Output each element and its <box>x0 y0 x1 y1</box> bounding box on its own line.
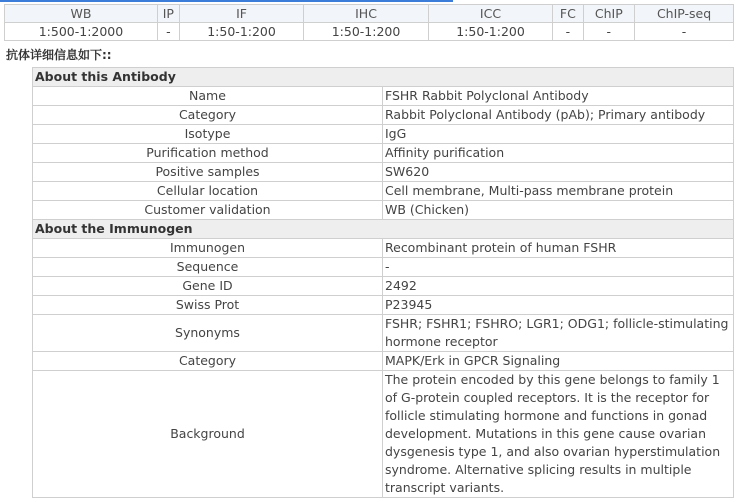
app-value-fc: - <box>553 23 583 41</box>
app-header-wb: WB <box>5 5 158 23</box>
row-key-swiss-prot: Swiss Prot <box>33 296 383 315</box>
row-value-immunogen-category: MAPK/Erk in GPCR Signaling <box>383 352 734 371</box>
row-key-immunogen-category: Category <box>33 352 383 371</box>
row-value-name: FSHR Rabbit Polyclonal Antibody <box>383 87 734 106</box>
row-value-cellular-location: Cell membrane, Multi-pass membrane protein <box>383 182 734 201</box>
app-header-chip-seq: ChIP-seq <box>635 5 734 23</box>
intro-heading: 抗体详细信息如下:: <box>6 48 112 62</box>
table-row <box>33 239 734 258</box>
app-value-ip: - <box>157 23 179 41</box>
row-value-synonyms: FSHR; FSHR1; FSHRO; LGR1; ODG1; follicle-stimulating hormone receptor <box>383 315 734 352</box>
table-row <box>33 277 734 296</box>
row-key-category: Category <box>33 106 383 125</box>
row-key-gene-id: Gene ID <box>33 277 383 296</box>
row-value-category: Rabbit Polyclonal Antibody (pAb); Primary antibody <box>383 106 734 125</box>
table-row <box>33 258 734 277</box>
row-value-sequence: - <box>383 258 734 277</box>
row-key-positive-samples: Positive samples <box>33 163 383 182</box>
antibody-details-table <box>32 67 734 498</box>
table-row <box>33 352 734 371</box>
section-title-antibody: About this Antibody <box>33 68 734 87</box>
row-value-positive-samples: SW620 <box>383 163 734 182</box>
row-value-isotype: IgG <box>383 125 734 144</box>
row-key-name: Name <box>33 87 383 106</box>
section-header-immunogen <box>33 220 734 239</box>
row-key-sequence: Sequence <box>33 258 383 277</box>
row-key-immunogen: Immunogen <box>33 239 383 258</box>
app-header-chip: ChIP <box>583 5 635 23</box>
row-value-gene-id: 2492 <box>383 277 734 296</box>
row-key-customer-validation: Customer validation <box>33 201 383 220</box>
table-row <box>33 296 734 315</box>
app-value-chip-seq: - <box>635 23 734 41</box>
app-header-ihc: IHC <box>304 5 428 23</box>
row-key-background: Background <box>33 371 383 498</box>
row-value-background: The protein encoded by this gene belongs to family 1 of G-protein coupled receptors. It is the receptor for follicle stimulating hormone and functions in gonad development. Mutations in this gene cause ovarian dysgenesis type 1, and also ovarian hyperstimulation syndrome. Alternative splicing results in multiple transcript variants. <box>383 371 734 498</box>
app-value-wb: 1:500-1:2000 <box>5 23 158 41</box>
app-value-chip: - <box>583 23 635 41</box>
table-row <box>33 144 734 163</box>
table-row <box>33 182 734 201</box>
applications-values-row <box>5 23 734 41</box>
app-header-if: IF <box>179 5 303 23</box>
table-row <box>33 371 734 498</box>
row-value-immunogen: Recombinant protein of human FSHR <box>383 239 734 258</box>
table-row <box>33 163 734 182</box>
app-value-if: 1:50-1:200 <box>179 23 303 41</box>
section-title-immunogen: About the Immunogen <box>33 220 734 239</box>
row-value-purification: Affinity purification <box>383 144 734 163</box>
row-value-swiss-prot: P23945 <box>383 296 734 315</box>
row-key-purification: Purification method <box>33 144 383 163</box>
applications-table <box>4 4 734 41</box>
row-key-cellular-location: Cellular location <box>33 182 383 201</box>
table-row <box>33 87 734 106</box>
row-key-isotype: Isotype <box>33 125 383 144</box>
row-value-customer-validation: WB (Chicken) <box>383 201 734 220</box>
table-row <box>33 201 734 220</box>
app-header-ip: IP <box>157 5 179 23</box>
table-row <box>33 125 734 144</box>
table-row <box>33 315 734 352</box>
section-header-antibody <box>33 68 734 87</box>
tab-underline <box>0 0 453 2</box>
app-header-fc: FC <box>553 5 583 23</box>
applications-header-row <box>5 5 734 23</box>
table-row <box>33 106 734 125</box>
app-value-icc: 1:50-1:200 <box>428 23 552 41</box>
app-value-ihc: 1:50-1:200 <box>304 23 428 41</box>
row-key-synonyms: Synonyms <box>33 315 383 352</box>
app-header-icc: ICC <box>428 5 552 23</box>
